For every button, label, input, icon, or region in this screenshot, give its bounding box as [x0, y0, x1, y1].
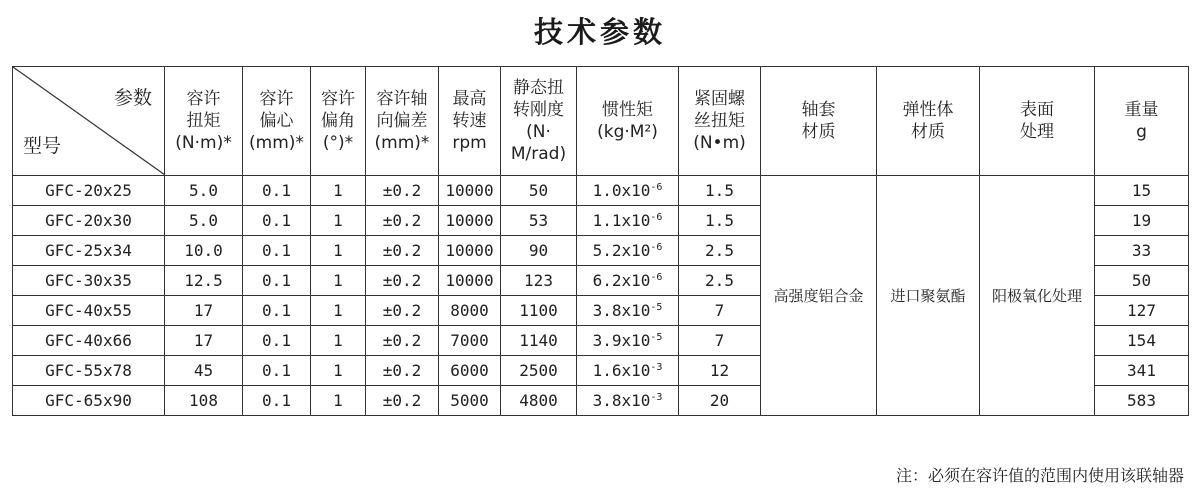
cell-angle: 1 [311, 236, 366, 266]
cell-weight: 19 [1095, 206, 1189, 236]
cell-eccentric: 0.1 [243, 206, 311, 236]
cell-angle: 1 [311, 356, 366, 386]
cell-torque: 5.0 [165, 206, 243, 236]
cell-eccentric: 0.1 [243, 356, 311, 386]
cell-angle: 1 [311, 296, 366, 326]
cell-torque: 5.0 [165, 176, 243, 206]
cell-speed: 6000 [439, 356, 501, 386]
col-torque: 容许 扭矩 (N·m)* [165, 67, 243, 176]
cell-inertia: $3.8x10^{-5}$ [577, 296, 679, 326]
cell-weight: 154 [1095, 326, 1189, 356]
cell-axial: ±0.2 [366, 206, 439, 236]
cell-inertia: $3.9x10^{-5}$ [577, 326, 679, 356]
cell-model: GFC-25x34 [13, 236, 165, 266]
cell-screw-torque: 12 [679, 356, 761, 386]
col-elastomer-material: 弹性体 材质 [877, 67, 980, 176]
cell-stiffness: 2500 [501, 356, 577, 386]
cell-axial: ±0.2 [366, 176, 439, 206]
cell-stiffness: 1140 [501, 326, 577, 356]
cell-surface-treatment: 阳极氧化处理 [980, 176, 1095, 416]
cell-angle: 1 [311, 266, 366, 296]
cell-eccentric: 0.1 [243, 386, 311, 416]
usage-note: 注：必须在容许值的范围内使用该联轴器 [895, 466, 1184, 485]
cell-screw-torque: 2.5 [679, 266, 761, 296]
col-axial: 容许轴 向偏差 (mm)* [366, 67, 439, 176]
cell-axial: ±0.2 [366, 296, 439, 326]
cell-screw-torque: 20 [679, 386, 761, 416]
cell-weight: 33 [1095, 236, 1189, 266]
cell-axial: ±0.2 [366, 326, 439, 356]
cell-model: GFC-40x55 [13, 296, 165, 326]
cell-eccentric: 0.1 [243, 326, 311, 356]
col-stiffness: 静态扭 转刚度 (N· M/rad) [501, 67, 577, 176]
cell-stiffness: 1100 [501, 296, 577, 326]
diagonal-line [13, 67, 165, 175]
cell-elastomer-material: 进口聚氨酯 [877, 176, 980, 416]
cell-sleeve-material: 高强度铝合金 [761, 176, 877, 416]
corner-bottom-label: 型号 [23, 135, 62, 157]
cell-stiffness: 123 [501, 266, 577, 296]
cell-screw-torque: 1.5 [679, 176, 761, 206]
col-weight: 重量 g [1095, 67, 1189, 176]
cell-axial: ±0.2 [366, 356, 439, 386]
cell-model: GFC-40x66 [13, 326, 165, 356]
cell-speed: 10000 [439, 266, 501, 296]
cell-screw-torque: 7 [679, 296, 761, 326]
corner-header [13, 67, 165, 176]
cell-speed: 8000 [439, 296, 501, 326]
cell-screw-torque: 2.5 [679, 236, 761, 266]
table-row [13, 176, 1189, 206]
cell-model: GFC-30x35 [13, 266, 165, 296]
cell-eccentric: 0.1 [243, 296, 311, 326]
cell-stiffness: 53 [501, 206, 577, 236]
col-screw-torque: 紧固螺 丝扭矩 (N•m) [679, 67, 761, 176]
header-row [13, 67, 1189, 176]
cell-weight: 583 [1095, 386, 1189, 416]
cell-weight: 50 [1095, 266, 1189, 296]
cell-angle: 1 [311, 386, 366, 416]
cell-inertia: $1.6x10^{-3}$ [577, 356, 679, 386]
cell-torque: 108 [165, 386, 243, 416]
cell-eccentric: 0.1 [243, 236, 311, 266]
cell-angle: 1 [311, 326, 366, 356]
cell-model: GFC-65x90 [13, 386, 165, 416]
page-title: 技术参数 [533, 15, 666, 49]
cell-stiffness: 50 [501, 176, 577, 206]
cell-speed: 10000 [439, 236, 501, 266]
cell-torque: 17 [165, 296, 243, 326]
cell-weight: 127 [1095, 296, 1189, 326]
corner-top-label: 参数 [113, 87, 152, 109]
cell-angle: 1 [311, 176, 366, 206]
col-surface-treatment: 表面 处理 [980, 67, 1095, 176]
cell-inertia: $1.1x10^{-6}$ [577, 206, 679, 236]
cell-speed: 10000 [439, 176, 501, 206]
col-inertia: 惯性矩 (kg·M²) [577, 67, 679, 176]
cell-axial: ±0.2 [366, 386, 439, 416]
cell-axial: ±0.2 [366, 236, 439, 266]
cell-speed: 5000 [439, 386, 501, 416]
cell-speed: 10000 [439, 206, 501, 236]
col-speed: 最高 转速 rpm [439, 67, 501, 176]
cell-inertia: $3.8x10^{-3}$ [577, 386, 679, 416]
cell-inertia: $5.2x10^{-6}$ [577, 236, 679, 266]
cell-model: GFC-55x78 [13, 356, 165, 386]
col-sleeve-material: 轴套 材质 [761, 67, 877, 176]
cell-speed: 7000 [439, 326, 501, 356]
col-angle: 容许 偏角 (°)* [311, 67, 366, 176]
cell-eccentric: 0.1 [243, 266, 311, 296]
cell-torque: 45 [165, 356, 243, 386]
cell-screw-torque: 1.5 [679, 206, 761, 236]
cell-angle: 1 [311, 206, 366, 236]
cell-model: GFC-20x30 [13, 206, 165, 236]
cell-torque: 10.0 [165, 236, 243, 266]
cell-inertia: $6.2x10^{-6}$ [577, 266, 679, 296]
cell-screw-torque: 7 [679, 326, 761, 356]
cell-stiffness: 90 [501, 236, 577, 266]
cell-stiffness: 4800 [501, 386, 577, 416]
cell-torque: 12.5 [165, 266, 243, 296]
spec-table [12, 66, 1189, 416]
cell-inertia: $1.0x10^{-6}$ [577, 176, 679, 206]
cell-torque: 17 [165, 326, 243, 356]
cell-weight: 341 [1095, 356, 1189, 386]
cell-weight: 15 [1095, 176, 1189, 206]
cell-eccentric: 0.1 [243, 176, 311, 206]
cell-axial: ±0.2 [366, 266, 439, 296]
col-eccentric: 容许 偏心 (mm)* [243, 67, 311, 176]
cell-model: GFC-20x25 [13, 176, 165, 206]
